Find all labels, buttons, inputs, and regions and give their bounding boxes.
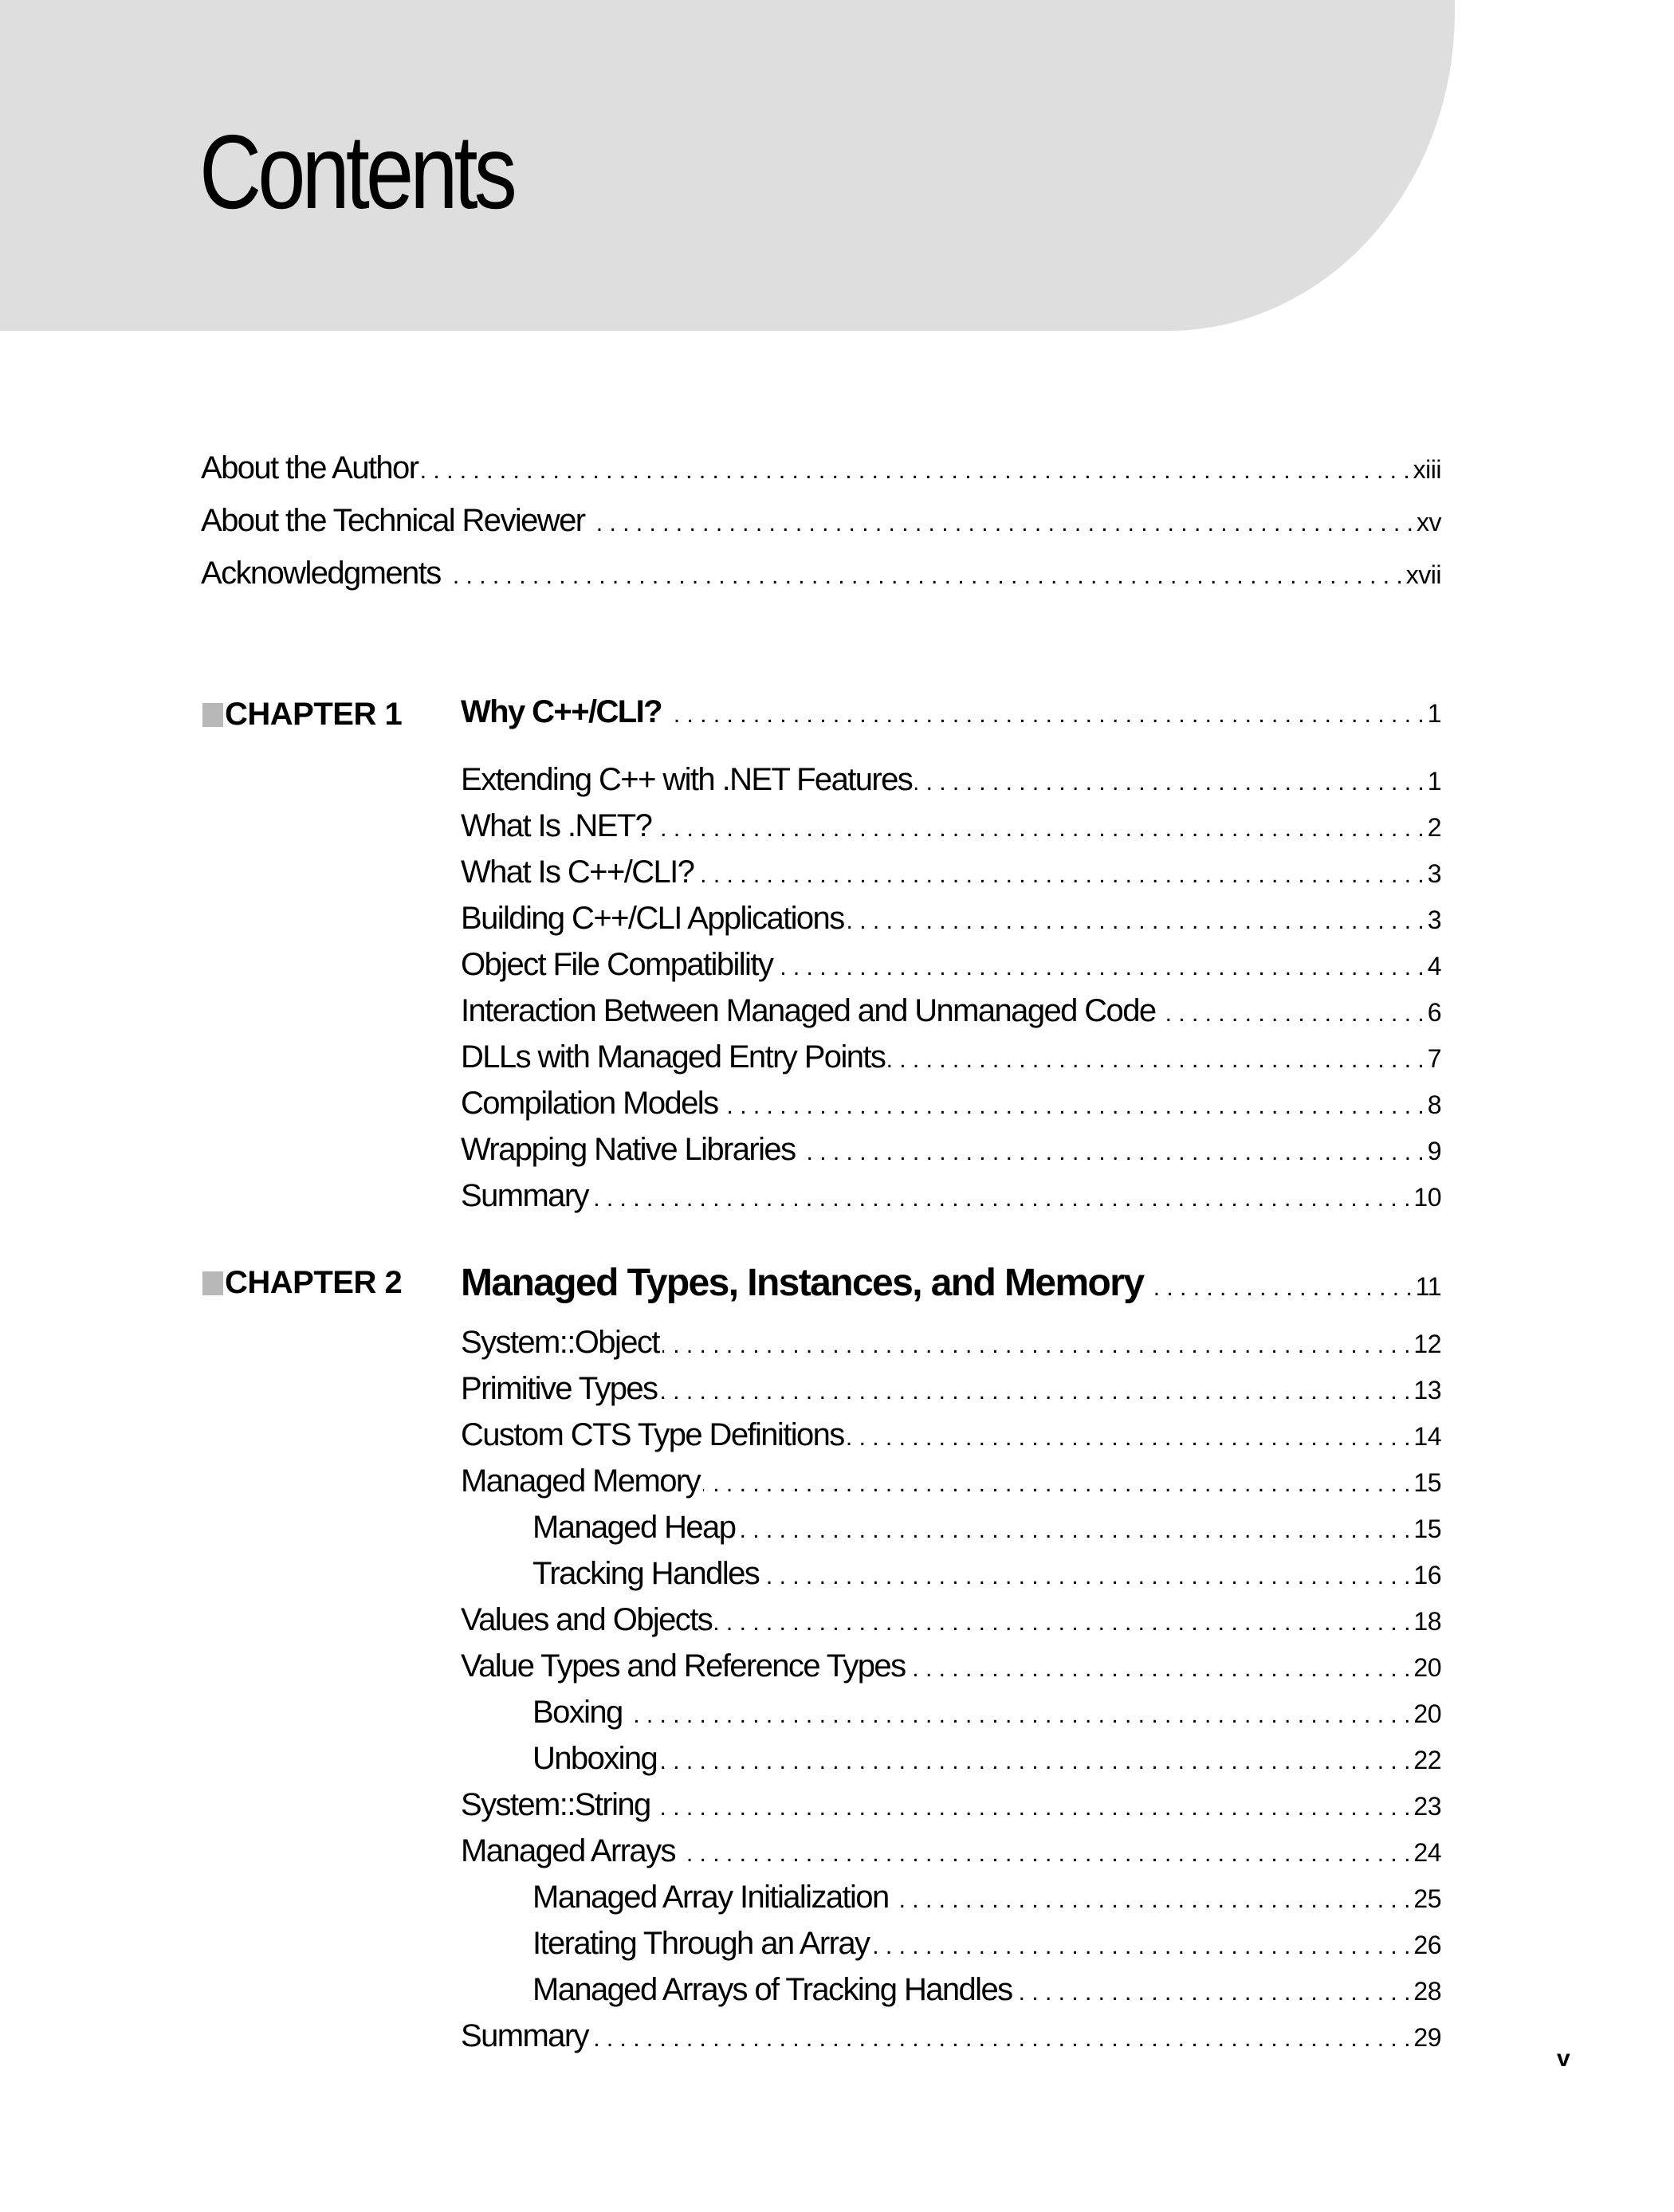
toc-entry[interactable] [201,556,1441,595]
page-title: Contents [199,113,513,230]
toc-entry-label: Custom CTS Type Definitions [461,1417,844,1452]
toc-entry[interactable] [461,1325,1441,1365]
dot-leader [660,1378,1410,1405]
toc-entry-label: Managed Arrays [461,1833,675,1868]
chapter-heading[interactable] [461,1261,1441,1304]
dot-leader [1146,1275,1412,1302]
chapter-title: Why C++/CLI? [461,694,662,729]
toc-entry-label: Managed Arrays of Tracking Handles [532,1972,1012,2007]
toc-entry-page: 26 [1413,1931,1441,1959]
toc-entry-page: 18 [1413,1607,1441,1636]
toc-entry-page: 25 [1413,1884,1441,1913]
toc-entry-label: Object File Compatibility [461,947,773,982]
toc-entry-page: 15 [1413,1515,1441,1543]
dot-leader [776,954,1424,981]
toc-entry-label: About the Technical Reviewer [201,503,585,538]
toc-entry[interactable] [532,1880,1441,1919]
dot-leader [654,815,1424,843]
toc-entry-label: Acknowledgments [201,556,441,591]
toc-entry[interactable] [461,1464,1441,1503]
toc-entry[interactable] [532,1972,1441,2012]
toc-entry-label: System::Object [461,1325,659,1360]
toc-entry[interactable] [461,1039,1441,1079]
dot-leader [915,769,1424,796]
toc-entry[interactable] [461,1086,1441,1126]
toc-entry[interactable] [461,808,1441,848]
toc-entry-page: 13 [1413,1376,1441,1405]
dot-leader [908,1656,1410,1683]
dot-leader [662,1332,1411,1359]
toc-entry-page: 20 [1413,1653,1441,1682]
toc-entry-page: 9 [1427,1137,1441,1165]
dot-leader [444,563,1403,590]
toc-entry-page: 23 [1413,1792,1441,1821]
toc-entry-page: 2 [1427,813,1441,842]
toc-entry-label: Values and Objects [461,1602,713,1637]
toc-entry-page: 14 [1413,1422,1441,1451]
toc-entry-label: Value Types and Reference Types [461,1648,906,1684]
toc-entry-label: Iterating Through an Array [532,1926,870,1961]
dot-leader [847,1424,1411,1452]
toc-entry-page: 3 [1427,906,1441,934]
toc-entry[interactable] [461,1417,1441,1457]
toc-entry-label: System::String [461,1787,650,1822]
toc-entry-label: Primitive Types [461,1371,658,1406]
toc-entry-label: Wrapping Native Libraries [461,1132,796,1167]
dot-leader [587,510,1413,537]
toc-entry-page: 12 [1413,1330,1441,1358]
toc-entry[interactable] [201,503,1441,543]
dot-leader [847,908,1424,935]
dot-leader [697,862,1424,889]
toc-entry-page: 7 [1427,1044,1441,1073]
toc-entry[interactable] [461,1602,1441,1642]
toc-entry-page: 4 [1427,952,1441,980]
dot-leader [715,1609,1410,1636]
toc-entry-page: 24 [1413,1838,1441,1867]
chapter-marker-icon [202,703,223,727]
chapter-heading[interactable] [461,694,1441,734]
toc-entry-label: Interaction Between Managed and Unmanaged Code [461,993,1156,1028]
chapter-page: 11 [1415,1272,1441,1301]
dot-leader [798,1139,1424,1166]
toc-entry-label: Boxing [532,1695,623,1730]
toc-entry-label: Compilation Models [461,1086,718,1121]
chapter-marker-icon [202,1271,223,1295]
toc-entry[interactable] [461,1833,1441,1873]
toc-entry-page: xvii [1405,560,1441,589]
toc-entry-page: xiii [1413,455,1441,484]
toc-entry-page: 20 [1413,1699,1441,1728]
toc-entry-page: 28 [1413,1977,1441,2006]
toc-entry-label: What Is .NET? [461,808,652,843]
toc-entry[interactable] [201,450,1441,490]
toc-entry[interactable] [461,1787,1441,1827]
dot-leader [892,1887,1411,1914]
dot-leader [660,1748,1410,1775]
chapter-label [202,697,402,733]
chapter-number: CHAPTER 1 [225,697,403,732]
toc-entry-label: Building C++/CLI Applications [461,901,844,936]
toc-entry-label: Extending C++ with .NET Features [461,762,913,797]
dot-leader [1016,1979,1411,2006]
toc-entry-label: Summary [461,2018,588,2053]
toc-entry-page: 6 [1427,998,1441,1027]
toc-entry-page: 16 [1413,1561,1441,1589]
toc-entry[interactable] [461,993,1441,1033]
toc-entry[interactable] [461,1648,1441,1688]
toc-entry[interactable] [532,1510,1441,1550]
dot-leader [872,1933,1410,1960]
toc-entry-label: Tracking Handles [532,1556,760,1591]
toc-entry-page: 10 [1413,1183,1441,1212]
toc-entry-label: Unboxing [532,1741,658,1776]
toc-entry[interactable] [532,1695,1441,1735]
toc-entry[interactable] [461,855,1441,894]
toc-entry[interactable] [461,947,1441,987]
toc-entry-label: Managed Heap [532,1510,736,1545]
dot-leader [738,1517,1410,1544]
dot-leader [591,2025,1410,2053]
toc-entry-label: DLLs with Managed Entry Points [461,1039,886,1075]
dot-leader [626,1702,1411,1729]
dot-leader [888,1047,1424,1074]
dot-leader [703,1471,1410,1498]
toc-entry-label: Managed Array Initialization [532,1880,889,1915]
toc-entry[interactable] [461,1132,1441,1172]
chapter-page: 1 [1427,699,1441,728]
toc-entry-label: Managed Memory [461,1464,700,1499]
toc-entry[interactable] [461,2018,1441,2058]
dot-leader [591,1185,1410,1212]
toc-entry-page: 8 [1427,1090,1441,1119]
dot-leader [721,1093,1424,1120]
toc-entry-page: 1 [1427,767,1441,796]
toc-entry[interactable] [532,1926,1441,1966]
page-folio: v [1557,2045,1570,2072]
chapter-number: CHAPTER 2 [225,1265,403,1300]
dot-leader [678,1841,1411,1868]
dot-leader [654,1794,1411,1821]
chapter-label [202,1265,402,1301]
toc-entry-page: 15 [1413,1468,1441,1497]
toc-entry[interactable] [461,1371,1441,1411]
toc-entry[interactable] [461,762,1441,802]
toc-entry[interactable] [461,1178,1441,1218]
toc-entry-label: What Is C++/CLI? [461,855,694,890]
toc-entry-label: About the Author [201,450,418,485]
toc-entry-label: Summary [461,1178,588,1213]
dot-leader [1159,1000,1424,1027]
chapter-title: Managed Types, Instances, and Memory [461,1262,1144,1304]
toc-entry[interactable] [532,1741,1441,1781]
toc-entry-page: 3 [1427,859,1441,888]
dot-leader [665,701,1424,729]
toc-entry-page: xv [1417,508,1441,536]
toc-entry-page: 22 [1413,1746,1441,1774]
toc-entry[interactable] [461,901,1441,941]
dot-leader [421,458,1409,485]
toc-entry[interactable] [532,1556,1441,1596]
toc-entry-page: 29 [1413,2023,1441,2052]
dot-leader [762,1563,1410,1590]
